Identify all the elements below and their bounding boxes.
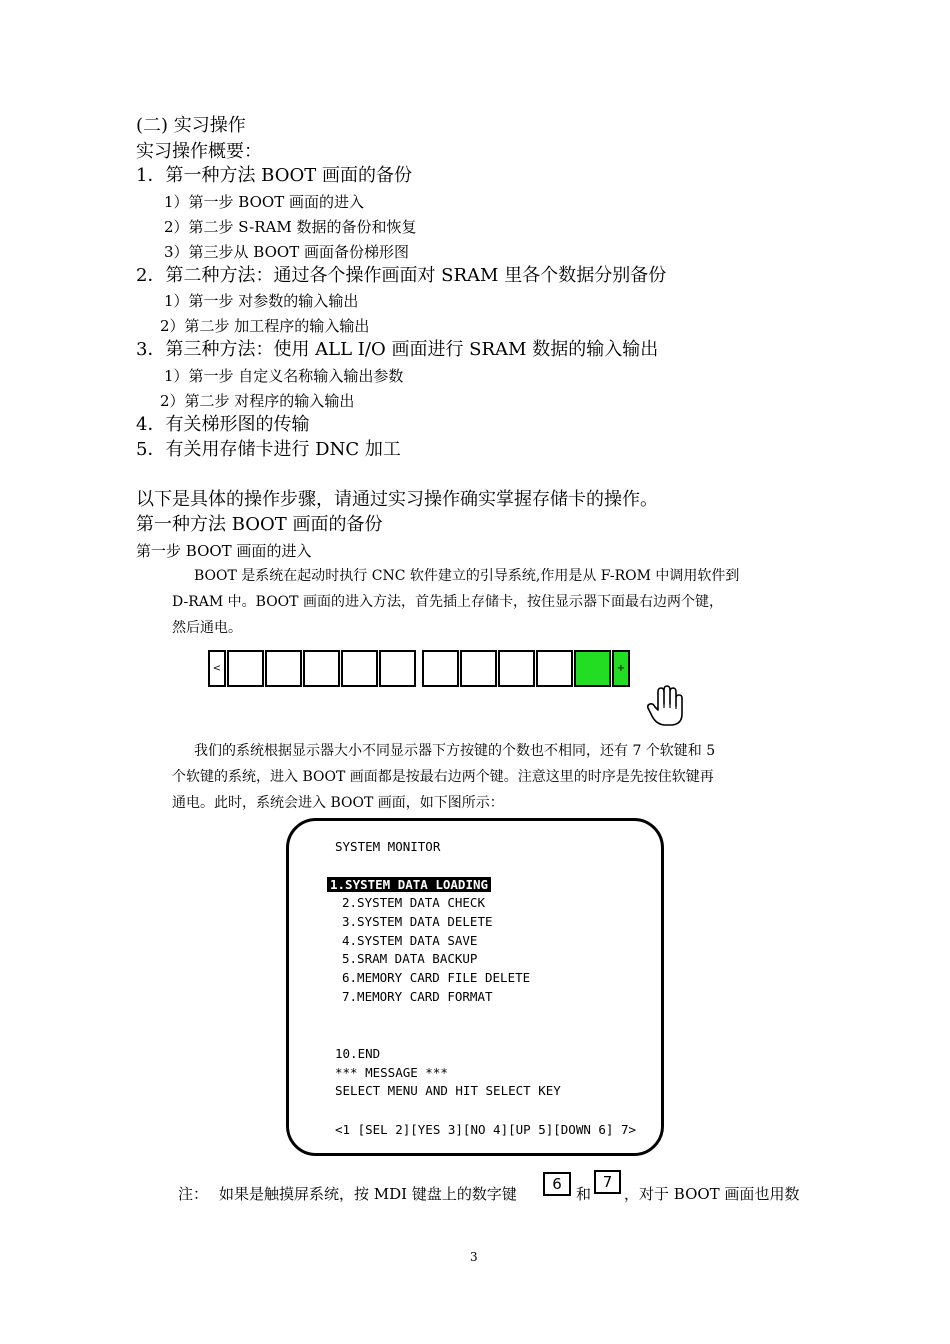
softkey[interactable]: [498, 650, 535, 687]
key-6-icon: 6: [543, 1172, 571, 1196]
softkey[interactable]: [341, 650, 378, 687]
menu-item[interactable]: 2.SYSTEM DATA CHECK: [342, 895, 485, 910]
softkey-highlighted[interactable]: [574, 650, 611, 687]
menu-item[interactable]: 6.MEMORY CARD FILE DELETE: [342, 970, 531, 985]
paragraph-line: 通电。此时，系统会进入 BOOT 画面，如下图所示：: [172, 795, 504, 811]
outline-item: 1）第一步 BOOT 画面的进入: [164, 193, 364, 211]
softkey[interactable]: [536, 650, 573, 687]
softkey-strip: [208, 650, 630, 690]
paragraph-line: BOOT 是系统在起动时执行 CNC 软件建立的引导系统,作用是从 F-ROM 中调用软件到: [194, 568, 740, 584]
softkey-left-arrow[interactable]: <: [208, 650, 226, 687]
note-and: 和: [576, 1185, 592, 1203]
outline-item: 2）第二步 对程序的输入输出: [160, 392, 355, 410]
menu-item[interactable]: 3.SYSTEM DATA DELETE: [342, 914, 493, 929]
outline-item: 2）第二步 加工程序的输入输出: [160, 317, 370, 335]
page-number: 3: [470, 1250, 478, 1264]
outline-item: 2）第二步 S-RAM 数据的备份和恢复: [164, 218, 417, 236]
monitor-softkey-bar: <1 [SEL 2][YES 3][NO 4][UP 5][DOWN 6] 7>: [335, 1122, 637, 1137]
softkey[interactable]: [379, 650, 416, 687]
menu-item-end[interactable]: 10.END: [335, 1046, 381, 1061]
menu-item-selected[interactable]: 1.SYSTEM DATA LOADING: [327, 876, 491, 895]
softkey[interactable]: [460, 650, 497, 687]
softkey[interactable]: [422, 650, 459, 687]
paragraph-line: 然后通电。: [172, 620, 242, 636]
outline-item: 1）第一步 自定义名称输入输出参数: [164, 367, 404, 385]
outline-item: 5．有关用存储卡进行 DNC 加工: [136, 439, 401, 460]
method1-title: 第一种方法 BOOT 画面的备份: [136, 514, 383, 535]
softkey[interactable]: [227, 650, 264, 687]
note-text-continued: ，对于 BOOT 画面也用数: [624, 1185, 800, 1203]
outline-item: 4．有关梯形图的传输: [136, 414, 310, 435]
message-text: SELECT MENU AND HIT SELECT KEY: [335, 1083, 561, 1098]
outline-item: 3．第三种方法：使用 ALL I/O 画面进行 SRAM 数据的输入输出: [136, 339, 659, 360]
note-prefix: 注：: [178, 1185, 209, 1203]
monitor-title: SYSTEM MONITOR: [335, 839, 441, 854]
boot-monitor-screen: [286, 818, 664, 1156]
note-text: 如果是触摸屏系统，按 MDI 键盘上的数字键: [219, 1185, 517, 1203]
outline-item: 3）第三步从 BOOT 画面备份梯形图: [164, 243, 409, 261]
outline-item: 1．第一种方法 BOOT 画面的备份: [136, 165, 412, 186]
message-title: *** MESSAGE ***: [335, 1065, 448, 1080]
intro-line: 以下是具体的操作步骤，请通过实习操作确实掌握存储卡的操作。: [136, 489, 658, 510]
outline-item: 2．第二种方法：通过各个操作画面对 SRAM 里各个数据分别备份: [136, 265, 667, 286]
menu-item[interactable]: 4.SYSTEM DATA SAVE: [342, 933, 478, 948]
step1-title: 第一步 BOOT 画面的进入: [136, 542, 312, 560]
paragraph-line: D-RAM 中。BOOT 画面的进入方法，首先插上存储卡，按住显示器下面最右边两个键，: [172, 594, 723, 610]
key-7-icon: 7: [594, 1170, 621, 1194]
paragraph-line: 个软键的系统，进入 BOOT 画面都是按最右边两个键。注意这里的时序是先按住软键再: [172, 769, 714, 785]
paragraph-line: 我们的系统根据显示器大小不同显示器下方按键的个数也不相同，还有 7 个软键和 5: [194, 743, 716, 759]
hand-press-icon: [646, 684, 686, 728]
softkey-right-plus[interactable]: +: [612, 650, 630, 687]
softkey[interactable]: [303, 650, 340, 687]
section-title: (二) 实习操作: [136, 115, 246, 136]
outline-item: 1）第一步 对参数的输入输出: [164, 292, 359, 310]
menu-item[interactable]: 7.MEMORY CARD FORMAT: [342, 989, 493, 1004]
menu-item[interactable]: 5.SRAM DATA BACKUP: [342, 951, 478, 966]
softkey[interactable]: [265, 650, 302, 687]
overview-title: 实习操作概要：: [136, 141, 262, 162]
